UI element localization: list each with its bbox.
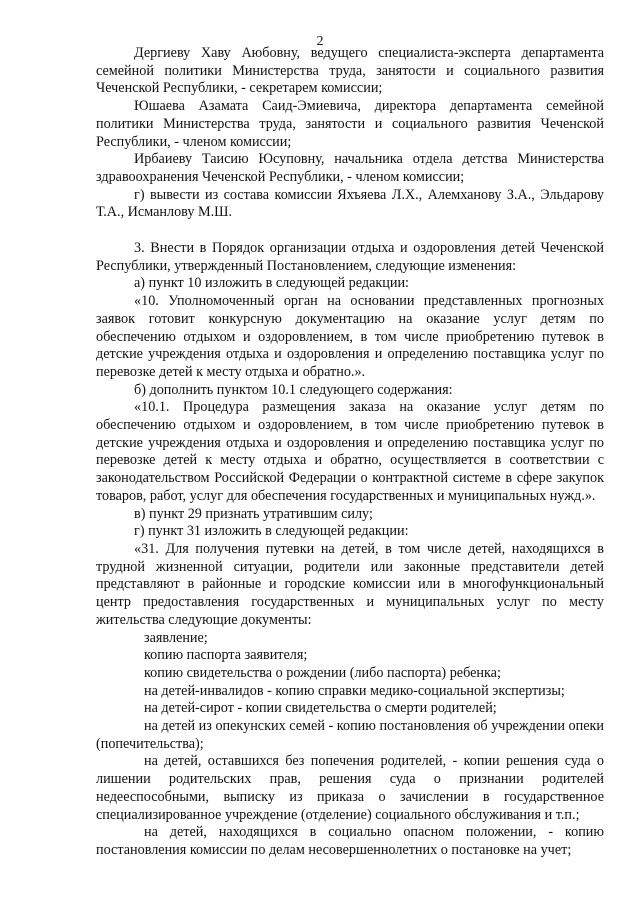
paragraph: г) вывести из состава комиссии Яхъяева Л.Х., Алемханову З.А., Эльдарову Т.А., Исманлову М.Ш. xyxy=(96,186,604,221)
list-item: на детей, оставшихся без попечения родителей, - копии решения суда о лишении родительских прав, решения суда о признании родителей недееспособными, выписку из приказа о зачислении в государственное специализированное учреждение (отделение) социального обслуживания и т.п.; xyxy=(96,753,604,823)
paragraph: «31. Для получения путевки на детей, в том числе детей, находящихся в трудной жизненной ситуации, родители или законные представители детей представляют в районные и городские комиссии или в многофункциональный центр предоставления государственных и муниципальных услуг по месту жительства следующие документы: xyxy=(96,540,604,628)
paragraph: Дергиеву Хаву Аюбовну, ведущего специалиста-эксперта департамента семейной политики Министерства труда, занятости и социального развития Чеченской Республики, - секретарем комиссии; xyxy=(96,45,604,97)
paragraph: Юшаева Азамата Саид-Эмиевича, директора департамента семейной политики Министерства труда, занятости и социального развития Чеченской Республики, - членом комиссии; xyxy=(96,98,604,150)
list-item: заявление; xyxy=(144,629,208,646)
paragraph: г) пункт 31 изложить в следующей редакции: xyxy=(134,523,409,540)
list-item: на детей-инвалидов - копию справки медико-социальной экспертизы; xyxy=(144,682,565,699)
list-item: на детей из опекунских семей - копию постановления об учреждении опеки (попечительства); xyxy=(96,718,604,752)
document-body xyxy=(96,45,604,860)
paragraph: Ирбаиеву Таисию Юсуповну, начальника отдела детства Министерства здравоохранения Чеченской Республики, - членом комиссии; xyxy=(96,151,604,185)
list-item: копию свидетельства о рождении (либо паспорта) ребенка; xyxy=(144,664,501,681)
list-item: на детей-сирот - копии свидетельства о смерти родителей; xyxy=(144,700,497,717)
paragraph: «10. Уполномоченный орган на основании представленных прогнозных заявок готовит конкурсную документацию на оказание услуг детям по обеспечению отдыхом и оздоровлением, в том числе приобретению путевок в детские учреждения отдыха и оздоровления и определению поставщика услуг по перевозке детей к месту отдыха и обратно.». xyxy=(96,293,604,380)
list-item: копию паспорта заявителя; xyxy=(144,647,308,664)
paragraph: б) дополнить пунктом 10.1 следующего содержания: xyxy=(134,381,453,398)
paragraph: 3. Внести в Порядок организации отдыха и оздоровления детей Чеченской Республики, утвержденный Постановлением, следующие изменения: xyxy=(96,240,604,274)
list-item: на детей, находящихся в социально опасном положении, - копию постановления комиссии по делам несовершеннолетних о постановке на учет; xyxy=(96,824,604,858)
page-number: 2 xyxy=(316,34,324,49)
paragraph: в) пункт 29 признать утратившим силу; xyxy=(134,505,373,522)
paragraph: а) пункт 10 изложить в следующей редакции: xyxy=(134,275,409,292)
paragraph: «10.1. Процедура размещения заказа на оказание услуг детям по обеспечению отдыхом и оздоровлением, в том числе приобретению путевок в детские учреждения отдыха и оздоровления и определению поставщика услуг по перевозке детей к месту отдыха и обратно, осуществляется в соответствии с законодательством Российской Федерации о контрактной системе в сфере закупок товаров, работ, услуг для обеспечения государственных и муниципальных нужд.». xyxy=(96,399,604,504)
